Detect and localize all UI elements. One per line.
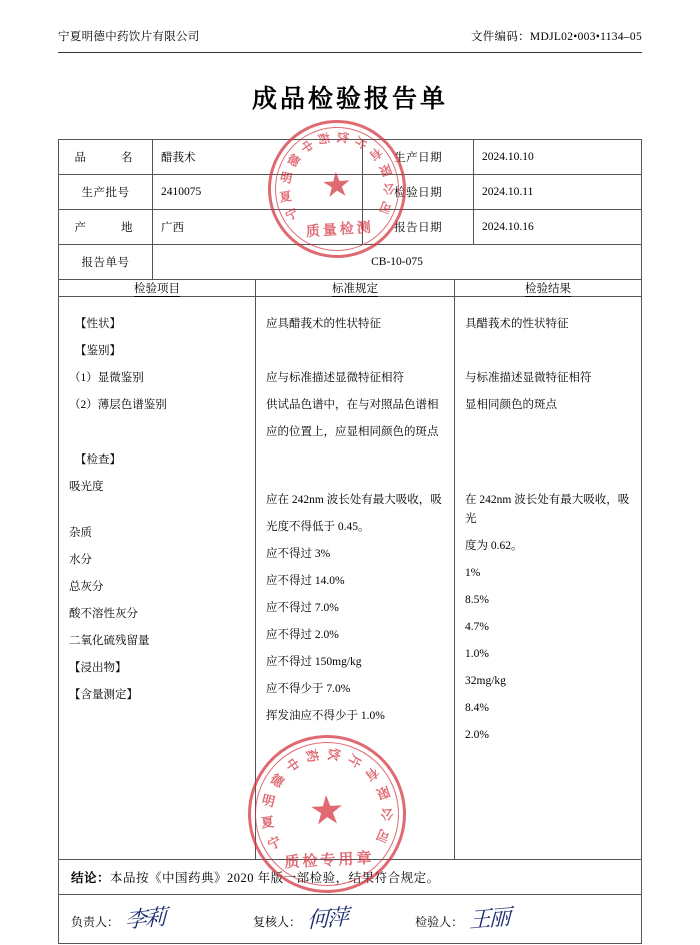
signature-handwriting: 王丽 — [468, 904, 510, 933]
standard-text: 挥发油应不得少于 1.0% — [266, 710, 385, 722]
page-title: 成品检验报告单 — [251, 86, 448, 113]
standard-text: 光度不得低于 0.45。 — [266, 521, 370, 533]
items-header-row — [59, 280, 642, 297]
result-text: 4.7% — [465, 621, 489, 633]
result-text: 2.0% — [465, 729, 489, 741]
signature-label: 负责人： — [71, 915, 120, 929]
header-standard: 标准规定 — [256, 280, 455, 297]
star-icon: ★ — [320, 166, 354, 206]
seal-inner-text: 质检专用章 — [284, 850, 375, 872]
table-row — [59, 245, 642, 280]
item-name: 【含量测定】 — [69, 689, 138, 701]
product-info-table — [58, 139, 642, 280]
label-product-name: 品 名 — [59, 140, 153, 175]
item-name: 吸光度 — [69, 481, 104, 493]
seal-inner-text: 质量检测 — [305, 220, 375, 241]
standard-text: 应不得过 3% — [266, 548, 331, 560]
inspection-items-table — [58, 280, 642, 859]
value-batch-no: 2410075 — [152, 175, 362, 210]
item-name: 【鉴别】 — [75, 345, 121, 357]
label-report-date: 报告日期 — [363, 210, 474, 245]
item-name: （2）薄层色谱鉴别 — [69, 399, 167, 411]
header-item: 检验项目 — [59, 280, 256, 297]
result-text: 度为 0.62。 — [465, 540, 523, 552]
standard-text: 应在 242nm 波长处有最大吸收，吸 — [266, 494, 442, 506]
standard-text: 应具醋莪术的性状特征 — [266, 318, 381, 330]
label-origin: 产 地 — [59, 210, 153, 245]
table-row — [59, 210, 642, 245]
item-name: 杂质 — [69, 527, 92, 539]
item-name: 水分 — [69, 554, 92, 566]
result-text: 1% — [465, 567, 481, 579]
document-header — [58, 28, 642, 52]
item-name: 【性状】 — [75, 318, 121, 330]
conclusion-text: 本品按《中国药典》2020 年版一部检验，结果符合规定。 — [110, 871, 440, 885]
items-column-result — [455, 297, 642, 860]
result-text: 1.0% — [465, 648, 489, 660]
standard-text: 应的位置上，应显相同颜色的斑点 — [266, 426, 439, 438]
value-product-name: 醋莪术 — [152, 140, 362, 175]
item-name: 酸不溶性灰分 — [69, 608, 138, 620]
standard-text: 应与标准描述显微特征相符 — [266, 372, 404, 384]
item-name: （1）显微鉴别 — [69, 372, 144, 384]
header-result: 检验结果 — [455, 280, 642, 297]
value-origin: 广西 — [152, 210, 362, 245]
conclusion-row — [58, 859, 642, 895]
items-column-standard — [256, 297, 455, 860]
signature-handwriting: 李莉 — [124, 904, 166, 933]
signature-row — [58, 895, 642, 944]
item-name: 【浸出物】 — [69, 662, 127, 674]
standard-text: 应不得过 150mg/kg — [266, 656, 362, 668]
company-name: 宁夏明德中药饮片有限公司 — [58, 31, 200, 43]
signature-inspector — [415, 904, 510, 933]
value-inspection-date: 2024.10.11 — [474, 175, 642, 210]
signature-handwriting: 何萍 — [306, 904, 348, 933]
result-text: 在 242nm 波长处有最大吸收，吸光 — [465, 494, 630, 525]
items-body-row — [59, 297, 642, 860]
standard-text: 应不得过 14.0% — [266, 575, 345, 587]
signature-responsible — [71, 904, 166, 933]
label-production-date: 生产日期 — [363, 140, 474, 175]
document-code: 文件编码：MDJL02•003•1134–05 — [470, 31, 642, 43]
items-column-item — [59, 297, 256, 860]
item-name: 【检查】 — [75, 454, 121, 466]
result-text: 与标准描述显微特征相符 — [465, 372, 592, 384]
result-text: 32mg/kg — [465, 675, 506, 687]
standard-text: 应不得少于 7.0% — [266, 683, 351, 695]
standard-text: 应不得过 2.0% — [266, 629, 339, 641]
result-text: 显相同颜色的斑点 — [465, 399, 557, 411]
signature-label: 检验人： — [415, 915, 464, 929]
signature-label: 复核人： — [253, 915, 302, 929]
signature-reviewer — [253, 904, 348, 933]
standard-text: 应不得过 7.0% — [266, 602, 339, 614]
item-name: 二氧化硫残留量 — [69, 635, 150, 647]
label-batch-no: 生产批号 — [59, 175, 153, 210]
star-icon: ★ — [307, 786, 346, 834]
conclusion-label: 结论： — [71, 871, 111, 885]
label-report-no: 报告单号 — [59, 245, 153, 280]
result-text: 8.5% — [465, 594, 489, 606]
result-text: 8.4% — [465, 702, 489, 714]
header-divider — [58, 52, 642, 53]
table-row — [59, 175, 642, 210]
result-text: 具醋莪术的性状特征 — [465, 318, 569, 330]
label-inspection-date: 检验日期 — [363, 175, 474, 210]
value-report-date: 2024.10.16 — [474, 210, 642, 245]
value-report-no: CB-10-075 — [152, 245, 641, 280]
standard-text: 供试品色谱中，在与对照品色谱相 — [266, 399, 439, 411]
seal-outer-text: 宁 夏 明 德 中 药 饮 片 有 限 公 司 — [278, 130, 396, 224]
value-production-date: 2024.10.10 — [474, 140, 642, 175]
item-name: 总灰分 — [69, 581, 104, 593]
seal-outer-text: 宁 夏 明 德 中 药 饮 片 有 限 公 司 — [260, 746, 394, 853]
table-row — [59, 140, 642, 175]
